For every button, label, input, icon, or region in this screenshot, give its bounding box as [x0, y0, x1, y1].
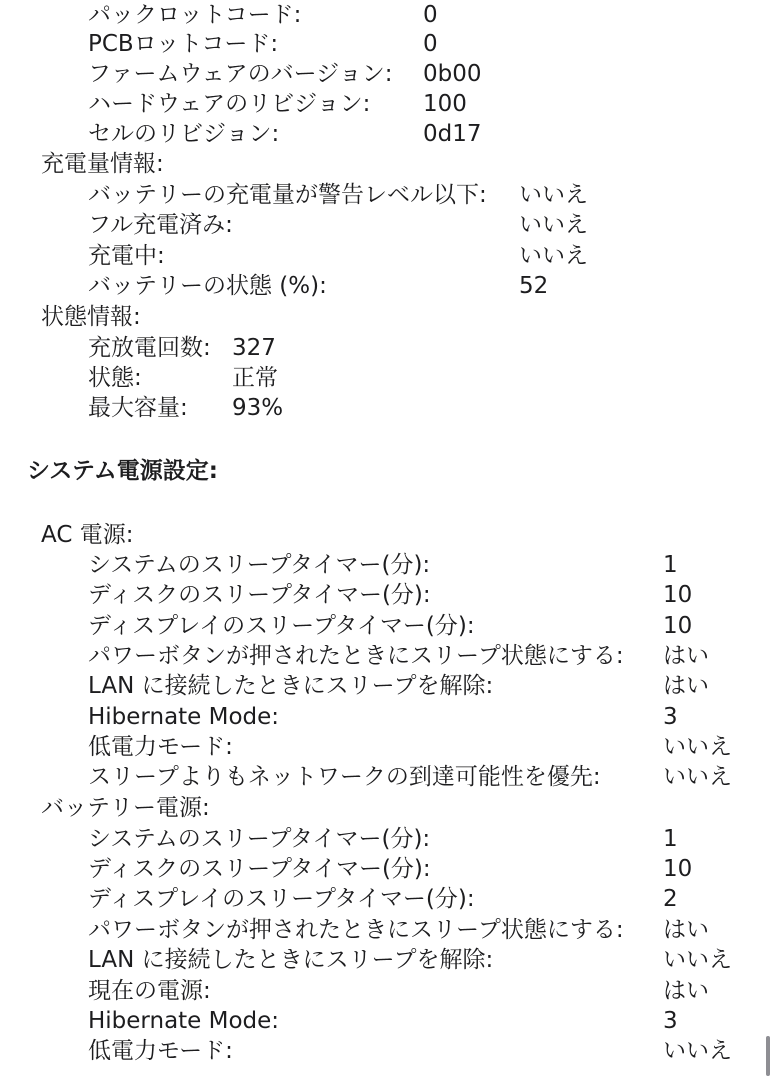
batt-hibernate-mode-value: 3 [663, 1008, 678, 1034]
battery-power-heading: バッテリー電源: [41, 795, 210, 821]
state-of-charge-row [0, 271, 771, 301]
ac-low-power-mode-row [0, 732, 771, 762]
pcb-lot-code-value: 0 [423, 31, 438, 57]
batt-disk-sleep-value: 10 [663, 856, 693, 882]
ac-low-power-mode-label: 低電力モード: [88, 734, 233, 760]
battery-power-heading-row [0, 793, 771, 823]
state-of-charge-label: バッテリーの状態 (%): [88, 273, 327, 299]
batt-system-sleep-value: 1 [663, 826, 678, 852]
ac-power-button-sleep-label: パワーボタンが押されたときにスリープ状態にする: [88, 643, 624, 669]
batt-disk-sleep-label: ディスクのスリープタイマー(分): [88, 856, 431, 882]
ac-system-sleep-label: システムのスリープタイマー(分): [88, 552, 431, 578]
fully-charged-row [0, 210, 771, 240]
charging-value: いいえ [519, 243, 588, 269]
batt-low-power-mode-value: いいえ [663, 1038, 732, 1064]
pack-lot-code-value: 0 [423, 2, 438, 28]
ac-hibernate-mode-value: 3 [663, 704, 678, 730]
firmware-version-label: ファームウェアのバージョン: [88, 61, 393, 87]
batt-disk-sleep-row [0, 854, 771, 884]
batt-power-button-sleep-label: パワーボタンが押されたときにスリープ状態にする: [88, 917, 624, 943]
charge-info-heading: 充電量情報: [41, 151, 164, 177]
pcb-lot-code-label: PCBロットコード: [88, 31, 279, 57]
vertical-scrollbar[interactable] [765, 0, 771, 1080]
ac-hibernate-mode-label: Hibernate Mode: [88, 704, 280, 730]
scrollbar-thumb[interactable] [766, 1036, 770, 1076]
ac-display-sleep-row [0, 611, 771, 641]
state-of-charge-value: 52 [519, 273, 549, 299]
hardware-revision-label: ハードウェアのリビジョン: [88, 91, 371, 117]
batt-display-sleep-value: 2 [663, 886, 678, 912]
firmware-version-value: 0b00 [423, 61, 482, 87]
ac-power-button-sleep-row [0, 641, 771, 671]
batt-hibernate-mode-label: Hibernate Mode: [88, 1008, 280, 1034]
cycle-count-row [0, 333, 771, 363]
pcb-lot-code-row [0, 29, 771, 59]
firmware-version-row [0, 59, 771, 89]
ac-display-sleep-label: ディスプレイのスリープタイマー(分): [88, 613, 475, 639]
cycle-count-label: 充放電回数: [88, 335, 211, 361]
charging-label: 充電中: [88, 243, 165, 269]
ac-disk-sleep-row [0, 580, 771, 610]
pack-lot-code-label: パックロットコード: [88, 2, 302, 28]
ac-wake-on-lan-value: はい [663, 673, 709, 699]
condition-label: 状態: [88, 365, 142, 391]
ac-wake-on-lan-row [0, 671, 771, 701]
batt-wake-on-lan-value: いいえ [663, 947, 732, 973]
health-info-heading: 状態情報: [41, 304, 141, 330]
ac-power-heading: AC 電源: [41, 522, 134, 548]
cell-revision-value: 0d17 [423, 121, 482, 147]
max-capacity-row [0, 393, 771, 423]
batt-low-power-mode-row [0, 1036, 771, 1066]
ac-prioritize-network-value: いいえ [663, 764, 732, 790]
batt-hibernate-mode-row [0, 1006, 771, 1036]
ac-system-sleep-row [0, 550, 771, 580]
ac-hibernate-mode-row [0, 702, 771, 732]
system-power-heading-row [0, 456, 771, 486]
condition-value: 正常 [232, 365, 278, 391]
below-warning-label: バッテリーの充電量が警告レベル以下: [88, 182, 487, 208]
batt-current-power-source-row [0, 976, 771, 1006]
below-warning-value: いいえ [519, 182, 588, 208]
condition-row [0, 363, 771, 393]
fully-charged-label: フル充電済み: [88, 212, 233, 238]
batt-system-sleep-row [0, 824, 771, 854]
max-capacity-label: 最大容量: [88, 395, 188, 421]
batt-power-button-sleep-value: はい [663, 917, 709, 943]
hardware-revision-value: 100 [423, 91, 467, 117]
cell-revision-label: セルのリビジョン: [88, 121, 280, 147]
batt-current-power-source-label: 現在の電源: [88, 978, 211, 1004]
max-capacity-value: 93% [232, 395, 284, 421]
batt-display-sleep-label: ディスプレイのスリープタイマー(分): [88, 886, 475, 912]
batt-wake-on-lan-label: LAN に接続したときにスリープを解除: [88, 947, 494, 973]
health-info-heading-row [0, 302, 771, 332]
below-warning-row [0, 180, 771, 210]
ac-wake-on-lan-label: LAN に接続したときにスリープを解除: [88, 673, 494, 699]
ac-prioritize-network-row [0, 762, 771, 792]
ac-prioritize-network-label: スリープよりもネットワークの到達可能性を優先: [88, 764, 601, 790]
ac-power-heading-row [0, 520, 771, 550]
batt-low-power-mode-label: 低電力モード: [88, 1038, 233, 1064]
cycle-count-value: 327 [232, 335, 276, 361]
ac-disk-sleep-value: 10 [663, 582, 693, 608]
ac-disk-sleep-label: ディスクのスリープタイマー(分): [88, 582, 431, 608]
fully-charged-value: いいえ [519, 212, 588, 238]
batt-power-button-sleep-row [0, 915, 771, 945]
ac-display-sleep-value: 10 [663, 613, 693, 639]
batt-system-sleep-label: システムのスリープタイマー(分): [88, 826, 431, 852]
system-power-heading: システム電源設定: [27, 458, 218, 484]
charging-row [0, 241, 771, 271]
ac-system-sleep-value: 1 [663, 552, 678, 578]
batt-wake-on-lan-row [0, 945, 771, 975]
ac-power-button-sleep-value: はい [663, 643, 709, 669]
charge-info-heading-row [0, 149, 771, 179]
batt-display-sleep-row [0, 884, 771, 914]
pack-lot-code-row [0, 0, 771, 30]
hardware-revision-row [0, 89, 771, 119]
cell-revision-row [0, 119, 771, 149]
ac-low-power-mode-value: いいえ [663, 734, 732, 760]
batt-current-power-source-value: はい [663, 978, 709, 1004]
